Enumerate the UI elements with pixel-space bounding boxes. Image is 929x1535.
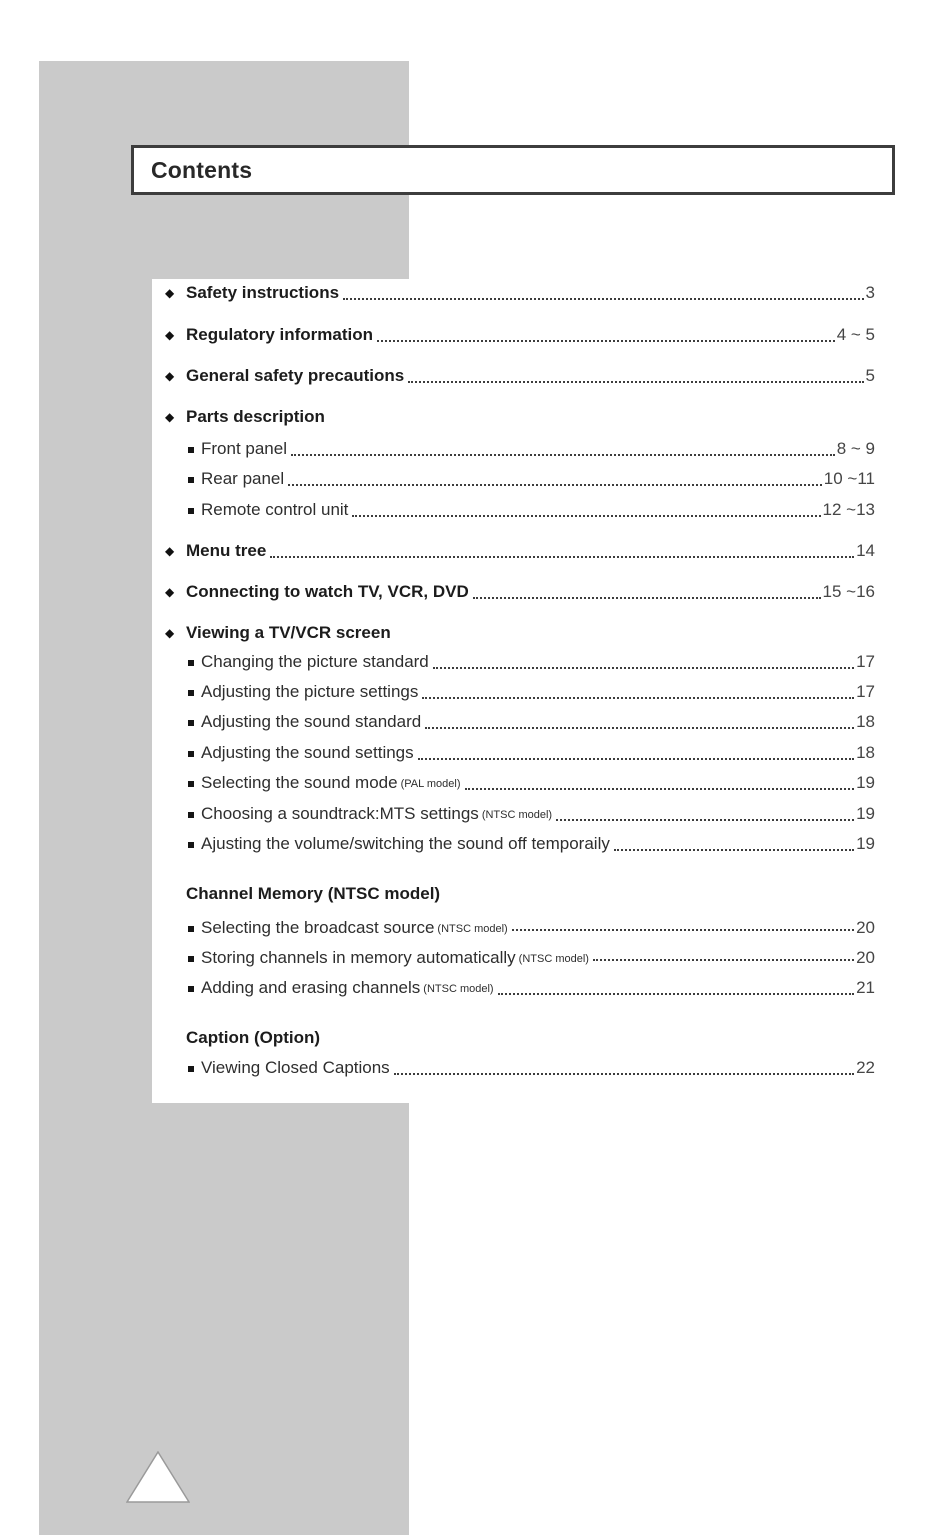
toc-row: [165, 682, 875, 702]
toc-row: [165, 582, 875, 602]
toc-row: [165, 834, 875, 854]
toc-page-number: 17: [856, 652, 875, 671]
toc-row: [165, 773, 875, 793]
dotted-leader: [418, 758, 854, 760]
contents-title-box: [131, 145, 895, 195]
toc-section-header: [165, 407, 875, 427]
toc-page-number: 18: [856, 712, 875, 731]
toc-page-number: 17: [856, 682, 875, 701]
dotted-leader: [512, 929, 854, 931]
toc-item-label: Changing the picture standard: [201, 652, 429, 671]
square-bullet-icon: [188, 712, 201, 732]
dotted-leader: [343, 298, 863, 300]
toc-row: [165, 439, 875, 459]
diamond-bullet-icon: ◆: [165, 544, 175, 558]
toc-item-label: Adjusting the sound standard: [201, 712, 422, 731]
page-title: Contents: [151, 156, 253, 183]
square-bullet-icon: [188, 918, 201, 938]
dotted-leader: [352, 515, 820, 517]
toc-item-label: Choosing a soundtrack:MTS settings: [201, 804, 479, 823]
toc-page-number: 19: [856, 834, 875, 853]
toc-item-label: Regulatory information: [186, 325, 374, 344]
toc-page-number: 22: [856, 1058, 875, 1077]
square-bullet-icon: [188, 682, 201, 702]
dotted-leader: [498, 993, 855, 995]
square-bullet-icon: [188, 439, 201, 459]
toc-section-label: Viewing a TV/VCR screen: [186, 623, 391, 642]
toc-item-label: Menu tree: [186, 541, 267, 560]
dotted-leader: [425, 727, 854, 729]
diamond-bullet-icon: ◆: [165, 328, 175, 342]
toc-section-label: Caption (Option): [186, 1028, 321, 1047]
toc-item-label: Remote control unit: [201, 500, 349, 519]
toc-item-label: Safety instructions: [186, 283, 340, 302]
dotted-leader: [473, 597, 821, 599]
toc-item-label: Ajusting the volume/switching the sound off temporaily: [201, 834, 610, 853]
toc-item-label: Adjusting the sound settings: [201, 743, 414, 762]
diamond-bullet-icon: ◆: [165, 286, 175, 300]
diamond-bullet-icon: ◆: [165, 410, 175, 424]
toc-item-model-note: (PAL model): [400, 778, 461, 790]
square-bullet-icon: [188, 978, 201, 998]
toc-page-number: 21: [856, 978, 875, 997]
toc-row: [165, 325, 875, 345]
square-bullet-icon: [188, 743, 201, 763]
dotted-leader: [593, 959, 854, 961]
toc-section-label: Channel Memory (NTSC model): [186, 884, 441, 903]
table-of-contents: [165, 279, 875, 1078]
dotted-leader: [288, 484, 822, 486]
toc-item-label: Viewing Closed Captions: [201, 1058, 390, 1077]
toc-row: [165, 541, 875, 561]
dotted-leader: [422, 697, 854, 699]
toc-page-number: 19: [856, 804, 875, 823]
dotted-leader: [394, 1073, 854, 1075]
toc-row: [165, 978, 875, 998]
toc-page-number: 12 ~13: [822, 500, 875, 519]
toc-row: [165, 948, 875, 968]
toc-page-number: 4 ~ 5: [836, 325, 875, 344]
dotted-leader: [408, 381, 863, 383]
toc-row: [165, 712, 875, 732]
toc-page-number: 8 ~ 9: [836, 439, 875, 458]
toc-page-number: 18: [856, 743, 875, 762]
toc-section-header: [165, 623, 875, 643]
toc-item-label: Front panel: [201, 439, 287, 458]
toc-row: [165, 804, 875, 824]
toc-row: [165, 366, 875, 386]
toc-page-number: 20: [856, 918, 875, 937]
toc-row: [165, 652, 875, 672]
toc-row: [165, 918, 875, 938]
toc-section-header: [165, 1028, 875, 1048]
toc-row: [165, 469, 875, 489]
dotted-leader: [614, 849, 854, 851]
toc-item-model-note: (NTSC model): [437, 923, 508, 935]
toc-item-label: Adding and erasing channels: [201, 978, 421, 997]
toc-page-number: 3: [865, 283, 875, 302]
toc-section-header: [165, 884, 875, 904]
triangle-icon: [126, 1451, 190, 1503]
toc-item-label: Storing channels in memory automatically: [201, 948, 516, 967]
toc-item-model-note: (NTSC model): [423, 983, 494, 995]
diamond-bullet-icon: ◆: [165, 585, 175, 599]
square-bullet-icon: [188, 834, 201, 854]
square-bullet-icon: [188, 804, 201, 824]
toc-item-label: Rear panel: [201, 469, 285, 488]
toc-item-model-note: (NTSC model): [518, 953, 589, 965]
toc-page-number: 15 ~16: [822, 582, 875, 601]
square-bullet-icon: [188, 773, 201, 793]
toc-item-model-note: (NTSC model): [481, 809, 553, 821]
toc-item-label: Selecting the broadcast source: [201, 918, 435, 937]
toc-row: [165, 500, 875, 520]
toc-item-label: General safety precautions: [186, 366, 405, 385]
toc-item-label: Connecting to watch TV, VCR, DVD: [186, 582, 469, 601]
toc-section-label: Parts description: [186, 407, 325, 426]
square-bullet-icon: [188, 500, 201, 520]
toc-row: [165, 743, 875, 763]
toc-row: [165, 1058, 875, 1078]
square-bullet-icon: [188, 948, 201, 968]
toc-item-label: Adjusting the picture settings: [201, 682, 419, 701]
toc-page-number: 19: [856, 773, 875, 792]
diamond-bullet-icon: ◆: [165, 626, 175, 640]
dotted-leader: [270, 556, 854, 558]
toc-page-number: 5: [865, 366, 875, 385]
square-bullet-icon: [188, 1058, 201, 1078]
toc-row: [165, 283, 875, 303]
dotted-leader: [465, 788, 855, 790]
dotted-leader: [377, 340, 835, 342]
toc-page-number: 10 ~11: [823, 469, 875, 488]
dotted-leader: [433, 667, 854, 669]
square-bullet-icon: [188, 652, 201, 672]
diamond-bullet-icon: ◆: [165, 369, 175, 383]
square-bullet-icon: [188, 469, 201, 489]
toc-item-label: Selecting the sound mode: [201, 773, 398, 792]
toc-page-number: 20: [856, 948, 875, 967]
dotted-leader: [291, 454, 835, 456]
dotted-leader: [556, 819, 854, 821]
toc-page-number: 14: [856, 541, 875, 560]
